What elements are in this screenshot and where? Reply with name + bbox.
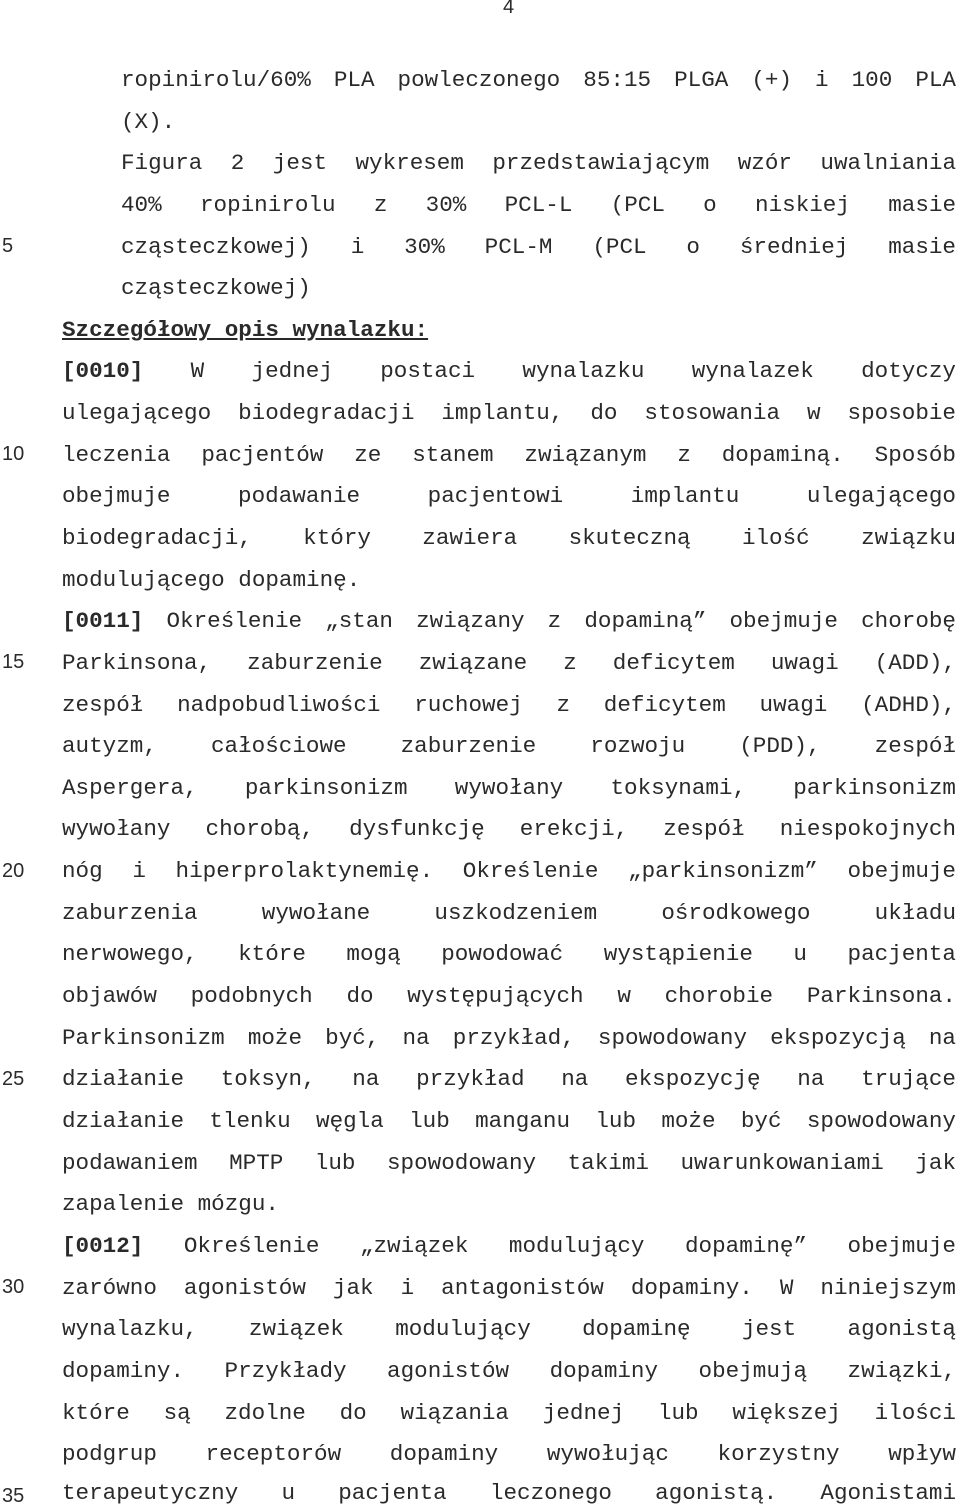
text-line: zaburzenia wywołane uszkodzeniem ośrodkowego układu [62,900,956,926]
text-line: cząsteczkowej) i 30% PCL-M (PCL o średniej masie [121,234,956,260]
text-line: Figura 2 jest wykresem przedstawiającym wzór uwalniania [121,150,956,176]
line-number: 20 [2,860,25,882]
paragraph-0012-line: [0012] Określenie „związek modulujący dopaminę” obejmuje [62,1233,956,1259]
text-line: które są zdolne do wiązania jednej lub większej ilości [62,1400,956,1426]
text-line: wynalazku, związek modulujący dopaminę jest agonistą [62,1316,956,1342]
section-heading: Szczegółowy opis wynalazku: [62,317,429,343]
text-line: dopaminy. Przykłady agonistów dopaminy obejmują związki, [62,1358,956,1384]
text-line: Parkinsonizm może być, na przykład, spowodowany ekspozycją na [62,1025,956,1051]
text-line: cząsteczkowej) [121,275,311,301]
text-line: działanie tlenku węgla lub manganu lub może być spowodowany [62,1108,956,1134]
line-number: 35 [2,1485,25,1507]
paragraph-0010-line: [0010] W jednej postaci wynalazku wynalazek dotyczy [62,358,956,384]
text-line: podawaniem MPTP lub spowodowany takimi uwarunkowaniami jak [62,1150,956,1176]
text-line: nóg i hiperprolaktynemię. Określenie „parkinsonizm” obejmuje [62,858,956,884]
text-line: modulującego dopaminę. [62,567,361,593]
text-line: ropinirolu/60% PLA powleczonego 85:15 PLGA (+) i 100 PLA [121,67,956,93]
line-number: 10 [2,443,25,465]
text-line: Parkinsona, zaburzenie związane z deficytem uwagi (ADD), [62,650,956,676]
text-line: obejmuje podawanie pacjentowi implantu ulegającego [62,483,956,509]
text-line: (X). [121,109,176,135]
line-number: 30 [2,1276,25,1298]
paragraph-ref-0012: [0012] [62,1233,144,1259]
paragraph-0011-line: [0011] Określenie „stan związany z dopaminą” obejmuje chorobę [62,608,956,634]
page-number: 4 [503,0,515,18]
paragraph-ref-0010: [0010] [62,358,144,384]
text-line: terapeutyczny u pacjenta leczonego agonistą. Agonistami [62,1480,956,1506]
text-line: autyzm, całościowe zaburzenie rozwoju (PDD), zespół [62,733,956,759]
text-line: zapalenie mózgu. [62,1191,279,1217]
line-number: 25 [2,1068,25,1090]
text-line: działanie toksyn, na przykład na ekspozycję na trujące [62,1066,956,1092]
text-line: zespół nadpobudliwości ruchowej z deficytem uwagi (ADHD), [62,692,956,718]
line-number: 5 [2,235,14,257]
text-line: Aspergera, parkinsonizm wywołany toksynami, parkinsonizm [62,775,956,801]
text-line: zarówno agonistów jak i antagonistów dopaminy. W niniejszym [62,1275,956,1301]
text-line: 40% ropinirolu z 30% PCL-L (PCL o niskiej masie [121,192,956,218]
text-line: biodegradacji, który zawiera skuteczną ilość związku [62,525,956,551]
text-line: ulegającego biodegradacji implantu, do stosowania w sposobie [62,400,956,426]
text-line: wywołany chorobą, dysfunkcję erekcji, zespół niespokojnych [62,816,956,842]
text-line: objawów podobnych do występujących w chorobie Parkinsona. [62,983,956,1009]
text-line: nerwowego, które mogą powodować wystąpienie u pacjenta [62,941,956,967]
paragraph-ref-0011: [0011] [62,608,144,634]
line-number: 15 [2,651,25,673]
text-line: leczenia pacjentów ze stanem związanym z dopaminą. Sposób [62,442,956,468]
text-line: podgrup receptorów dopaminy wywołując korzystny wpływ [62,1441,956,1467]
